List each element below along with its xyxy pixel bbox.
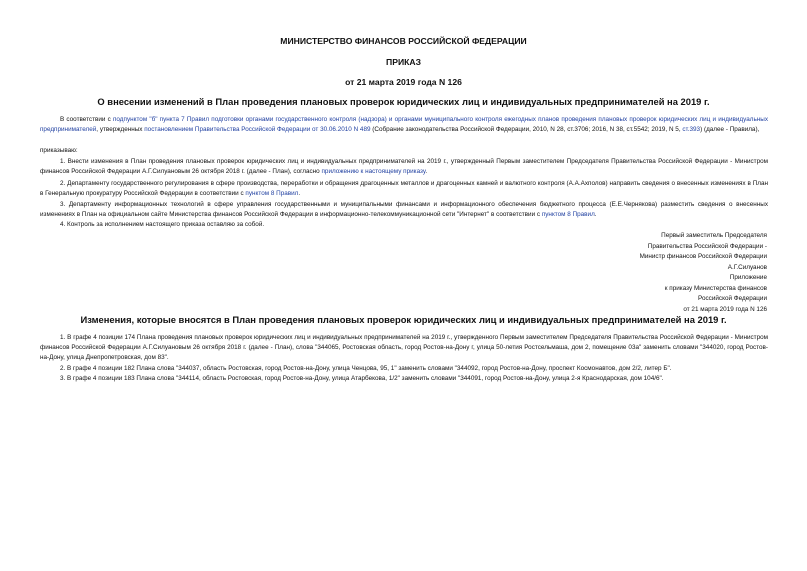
change-item-2: 2. В графе 4 позиции 182 Плана слова "344037, область Ростовская, город Ростов-на-Дону, улица Ченцова, 95, 1" заменить словами "344092, город Ростов-на-Дону, проспект Космонавтов, дом 2/2, литер Б".	[60, 365, 672, 372]
change-item-1: 1. В графе 4 позиции 174 Плана проведения плановых проверок юридических лиц и индивидуальных предпринимателей на 2019 г., утвержденного Первым заместителем Председателя Правительства Российской Федерации - Министром финансов Российской Федерации А.Г.Силуановым 26 октября 2018 г. (далее - План), слова "344065, Ростовская область, город Ростов-на-Дону г, улица 50-летия Ростсельмаша, дом 2, помещение 03а" заменить словами "344020, город Ростов-на-Дону, улица Днепропетровская, дом 83".	[40, 334, 768, 361]
appendix-label: Приложение	[729, 274, 767, 281]
order-item-2	[40, 179, 768, 199]
document-title: О внесении изменений в План проведения плановых проверок юридических лиц и индивидуальных предпринимателей на 2019 г.	[97, 96, 710, 107]
document-date-number: от 21 марта 2019 года N 126	[345, 77, 462, 87]
preamble-text: В соответствии с	[60, 116, 113, 123]
preamble-paragraph	[40, 115, 768, 135]
signature-block	[467, 231, 767, 315]
order-item-text: 2. Департаменту государственного регулирования в сфере производства, переработки и обращения драгоценных металлов и драгоценных камней и валютного контроля (А.А.Ахполов) направить сведения о внесенных изменениях в План в Генеральную прокуратуру Российской Федерации в соответствии с	[40, 180, 768, 197]
order-item-text: .	[425, 168, 428, 175]
rules-point-8-link[interactable]: пунктом 8 Правил	[245, 190, 299, 197]
order-word: приказываю:	[40, 147, 78, 154]
ministry-heading: МИНИСТЕРСТВО ФИНАНСОВ РОССИЙСКОЙ ФЕДЕРАЦИИ	[280, 36, 527, 46]
rules-point-8-link[interactable]: пунктом 8 Правил	[541, 211, 595, 218]
signer-position: Первый заместитель Председателя	[661, 232, 767, 239]
signer-position: Правительства Российской Федерации -	[647, 242, 767, 250]
government-decree-link[interactable]: постановлением Правительства Российской Федерации от 30.06.2010 N 489	[144, 126, 371, 133]
order-item-1	[40, 157, 768, 177]
signer-position: Министр финансов Российской Федерации	[639, 253, 767, 260]
appendix-date: от 21 марта 2019 года N 126	[683, 305, 767, 313]
preamble-text: ) (далее - Правила),	[700, 126, 760, 133]
order-item-text: 3. Департаменту информационных технологий в сфере управления государственными и муниципальными финансами и информационного обеспечения бюджетного процесса (Е.Е.Чернякова) разместить сведения о внесенных изменениях в План на официальном сайте Министерства финансов Российской Федерации в информационно-телекоммуникационной сети "Интернет" в соответствии с	[40, 201, 768, 218]
order-item-text: 1. Внести изменения в План проведения плановых проверок юридических лиц и индивидуальных предпринимателей на 2019 г., утвержденный Первым заместителем Председателя Правительства Российской Федерации - Министром финансов Российской Федерации А.Г.Силуановым 26 октября 2018 г. (далее - План), согласно	[40, 158, 768, 175]
order-item-4: 4. Контроль за исполнением настоящего приказа оставляю за собой.	[60, 221, 265, 228]
appendix-link[interactable]: приложению к настоящему приказу	[321, 168, 426, 175]
preamble-text: , утвержденных	[96, 126, 145, 133]
order-item-text: .	[298, 190, 301, 197]
appendix-reference: к приказу Министерства финансов	[664, 284, 767, 292]
order-item-3	[40, 200, 768, 220]
rules-subparagraph-link[interactable]: подпунктом "б" пункта 7 Правил подготовки органами государственного контроля (надзора) и органами муниципального контроля ежегодных планов проведения плановых проверок юридических лиц и индивидуальных предпринимателей	[40, 116, 768, 133]
appendix-reference: Российской Федерации	[698, 295, 767, 302]
document-type: ПРИКАЗ	[386, 57, 421, 67]
appendix-title: Изменения, которые вносятся в План проведения плановых проверок юридических лиц и индивидуальных предпринимателей на 2019 г.	[80, 314, 727, 325]
change-item-3: 3. В графе 4 позиции 183 Плана слова "344114, область Ростовская, город Ростов-на-Дону, улица Атарбекова, 1/2" заменить словами "344091, город Ростов-на-Дону, улица 2-я Краснодарская, дом 104/6".	[60, 375, 664, 382]
order-item-text: .	[594, 211, 597, 218]
article-393-link[interactable]: ст.393	[682, 126, 701, 133]
preamble-text: (Собрание законодательства Российской Федерации, 2010, N 28, ст.3706; 2016, N 38, ст.5542; 2019, N 5,	[370, 126, 683, 133]
signer-name: А.Г.Силуанов	[727, 263, 767, 271]
